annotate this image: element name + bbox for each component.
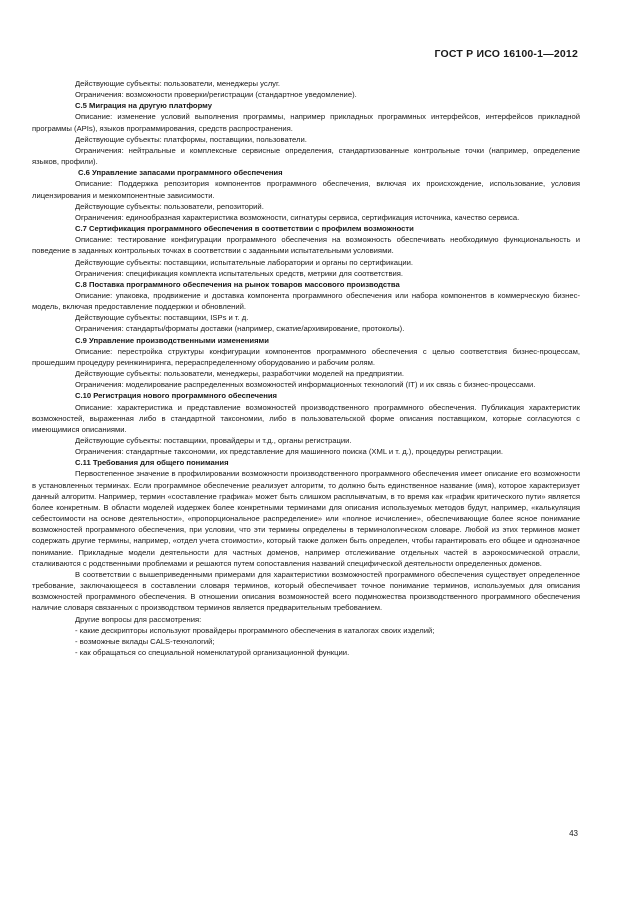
paragraph: Описание: Поддержка репозитория компонентов программного обеспечения, включая их происхождение, использование, условия лицензирования и межкомпонентные зависимости. bbox=[32, 179, 580, 200]
section-heading: С.10 Регистрация нового программного обеспечения bbox=[75, 391, 278, 401]
section-heading: С.5 Миграция на другую платформу bbox=[75, 101, 212, 111]
page-body bbox=[32, 78, 580, 658]
paragraph: Ограничения: стандартные таксономии, их представление для машинного поиска (XML и т. д.), процедуры регистрации. bbox=[75, 447, 504, 457]
section-heading: С.8 Поставка программного обеспечения на рынок товаров массового производства bbox=[75, 279, 400, 289]
list-item: - как обращаться со специальной номенклатурой организационной функции. bbox=[75, 647, 350, 657]
paragraph: Действующие субъекты: платформы, поставщики, пользователи. bbox=[75, 134, 307, 144]
paragraph: Действующие субъекты: поставщики, ISPs и т. д. bbox=[75, 313, 249, 323]
paragraph: Ограничения: стандарты/форматы доставки (например, сжатие/архивирование, протоколы). bbox=[75, 324, 405, 334]
paragraph: Ограничения: моделирование распределенных возможностей информационных технологий (IT) и их связь с бизнес-процессами. bbox=[75, 380, 536, 390]
paragraph: Другие вопросы для рассмотрения: bbox=[75, 614, 202, 624]
paragraph: Действующие субъекты: пользователи, менеджеры, разработчики моделей на предприятии. bbox=[75, 369, 404, 379]
section-heading: С.9 Управление производственными изменениями bbox=[75, 335, 269, 345]
section-heading: С.6 Управление запасами программного обеспечения bbox=[78, 168, 283, 178]
list-item: - возможные вклады CALS-технологий; bbox=[75, 636, 215, 646]
list-item: - какие дескрипторы используют провайдеры программного обеспечения в каталогах своих изделий; bbox=[75, 625, 435, 635]
paragraph: Описание: характеристика и представление возможностей производственного программного обеспечения. Публикация характеристик возможностей, выраженная либо в стандартной таксономии, либо в пользовательской форме описания поставщиком, которые согласуются с имеющимися описаниями. bbox=[32, 402, 580, 434]
paragraph: Ограничения: единообразная характеристика возможности, сигнатуры сервиса, сертификация источника, качество сервиса. bbox=[75, 212, 520, 222]
page-number: 43 bbox=[569, 829, 578, 838]
paragraph: Описание: тестирование конфигурации программного обеспечения на возможность обеспечивать необходимую функциональность и поведение в заданных контрольных точках в соответствии с заданными испытательными условиями. bbox=[32, 235, 580, 256]
paragraph: Описание: перестройка структуры конфигурации компонентов программного обеспечения с целью соответствия бизнес-процессам, прошедшим процедуру реинжиниринга, перераспределенному оборудованию и рабочим ролям. bbox=[32, 346, 580, 367]
paragraph: Действующие субъекты: пользователи, репозиторий. bbox=[75, 201, 264, 211]
paragraph: Действующие субъекты: поставщики, провайдеры и т.д., органы регистрации. bbox=[75, 436, 352, 445]
paragraph: Первостепенное значение в профилировании возможности производственного программного обеспечения имеет описание его возможности в установленных терминах. Если программное обеспечение реализует алгоритм, то должно быть единственное название (имя), которое характеризует данный алгоритм. Например, термин «составление графика» может быть слишком расплывчатым, в то время как «график критического пути» является более конкретным. В области моделей издержек более конкретными терминами для описания используемых методов будут, например, «калькуляция себестоимости на основе деятельности», «пропорциональное распределение» или «полное исчисление», обеспечивающие более ясное понимание возможностей программного обеспечения, при условии, что эти термины определены в терминологическом словаре. Любой из этих терминов может содержать другие термины, например, «отдел учета стоимости», который также должен быть определен, чтобы гарантировать его общее и однозначное понимание. Прикладные модели деятельности для частных доменов, например отслеживание отдельных частей в аэрокосмической отрасли, сталкиваются с родственными проблемами и решаются путем сопоставления названий специфической деятельности определенных доменов. bbox=[32, 469, 580, 568]
paragraph: В соответствии с вышеприведенными примерами для характеристики возможностей программного обеспечения существует определенное требование, заключающееся в составлении словаря терминов, который обеспечивает точное понимание терминов, используемых для описания возможностей программного обеспечения. В отношении описания возможностей всего подмножества производственного программного обеспечения наличие словаря связанных с производством терминов является предварительным требованием. bbox=[32, 569, 580, 613]
paragraph: Описание: упаковка, продвижение и доставка компонента программного обеспечения или набора компонентов в коммерческую бизнес-модель, включая предоставление поддержки и обновлений. bbox=[32, 290, 580, 312]
section-heading: С.11 Требования для общего понимания bbox=[75, 458, 229, 468]
paragraph: Описание: изменение условий выполнения программы, например прикладных программных интерфейсов, интерфейсов прикладной программы (APIs), языков программирования, средств распространения. bbox=[32, 112, 580, 133]
paragraph: Действующие субъекты: поставщики, испытательные лаборатории и органы по сертификации. bbox=[75, 257, 414, 267]
paragraph: Действующие субъекты: пользователи, менеджеры услуг. bbox=[75, 79, 280, 88]
section-heading: С.7 Сертификация программного обеспечения в соответствии с профилем возможности bbox=[75, 224, 414, 234]
paragraph: Ограничения: спецификация комплекта испытательных средств, метрики для соответствия. bbox=[75, 268, 404, 278]
paragraph: Ограничения: возможности проверки/регистрации (стандартное уведомление). bbox=[75, 90, 357, 100]
standard-designation: ГОСТ Р ИСО 16100-1—2012 bbox=[434, 48, 578, 60]
paragraph: Ограничения: нейтральные и комплексные сервисные определения, стандартизованные контрольные точки (например, определение языков, профили). bbox=[32, 145, 580, 167]
